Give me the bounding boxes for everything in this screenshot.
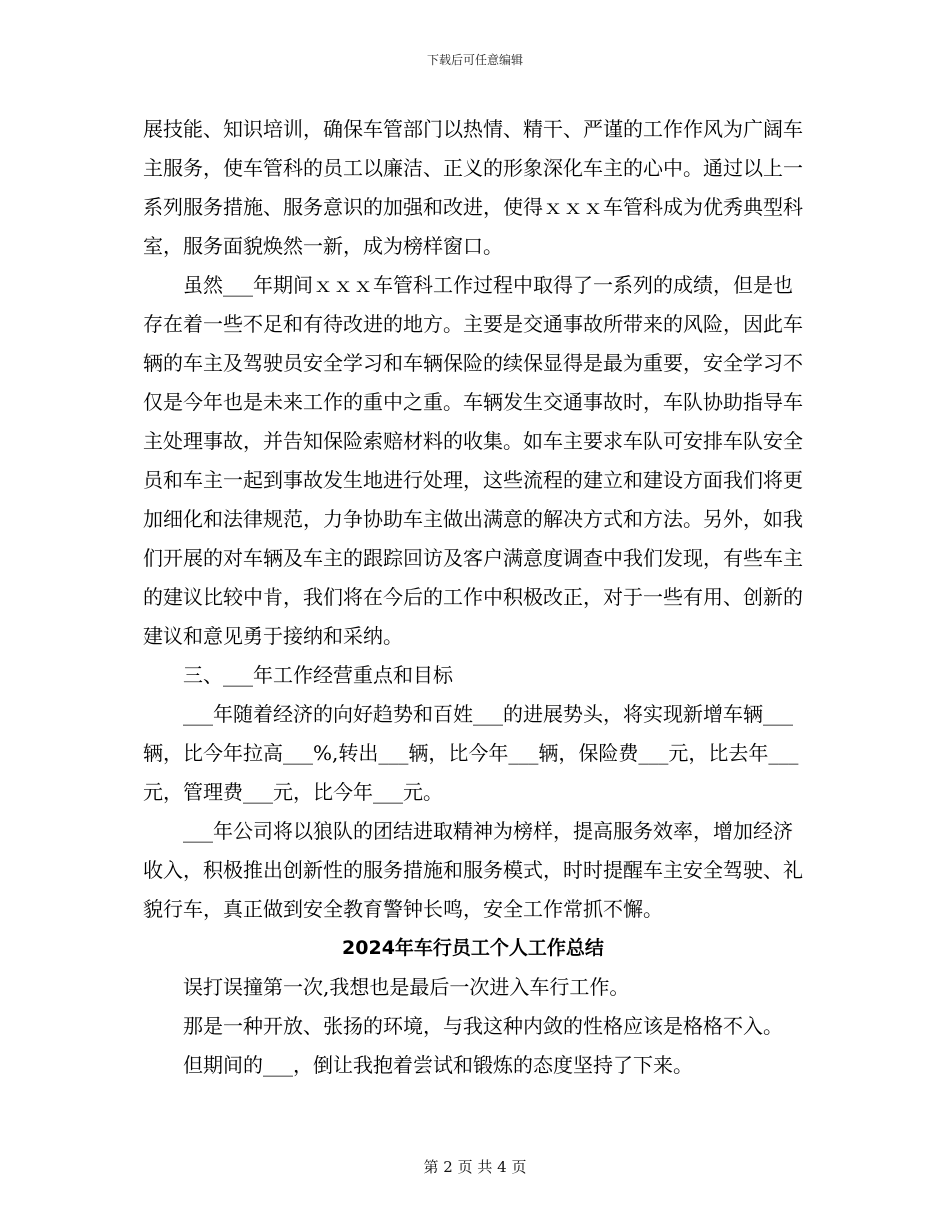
paragraph-intro: 误打误撞第一次,我想也是最后一次进入车行工作。	[183, 975, 630, 999]
paragraph-targets: ___年随着经济的向好趋势和百姓___的进展势头，将实现新增车辆___辆，比今年拉高___%,转出___辆，比今年___辆，保险费___元，比去年___元，管理费___元，比今年___元。	[143, 702, 799, 804]
paragraph-persist: 但期间的___，倒让我抱着尝试和锻炼的态度坚持了下来。	[183, 1053, 693, 1077]
paragraph-plan: ___年公司将以狼队的团结进取精神为榜样，提高服务效率，增加经济收入，积极推出创新性的服务措施和服务模式，时时提醒车主安全驾驶、礼貌行车，真正做到安全教育警钟长鸣，安全工作常抓不懈。	[143, 819, 803, 921]
document-body	[143, 110, 803, 1085]
section-heading-goals: 三、___年工作经营重点和目标	[183, 663, 453, 687]
paragraph-continuation: 展技能、知识培训，确保车管部门以热情、精干、严谨的工作作风为广阔车主服务，使车管科的员工以廉洁、正义的形象深化车主的心中。通过以上一系列服务措施、服务意识的加强和改进，使得ｘｘｘ车管科成为优秀典型科室，服务面貌焕然一新，成为榜样窗口。	[143, 117, 803, 258]
page-header: 下载后可任意编辑	[426, 53, 523, 67]
paragraph-shortcomings: 虽然___年期间ｘｘｘ车管科工作过程中取得了一系列的成绩，但是也存在着一些不足和有待改进的地方。主要是交通事故所带来的风险，因此车辆的车主及驾驶员安全学习和车辆保险的续保显得是最为重要，安全学习不仅是今年也是未来工作的重中之重。车辆发生交通事故时，车队协助指导车主处理事故，并告知保险索赔材料的收集。如车主要求车队可安排车队安全员和车主一起到事故发生地进行处理，这些流程的建立和建设方面我们将更加细化和法律规范，力争协助车主做出满意的解决方式和方法。另外，如我们开展的对车辆及车主的跟踪回访及客户满意度调查中我们发现，有些车主的建议比较中肯，我们将在今后的工作中积极改正，对于一些有用、创新的建议和意见勇于接纳和采纳。	[143, 273, 803, 648]
paragraph-environment: 那是一种开放、张扬的环境，与我这种内敛的性格应该是格格不入。	[183, 1014, 783, 1038]
document-title: 2024年车行员工个人工作总结	[342, 937, 604, 959]
page-number: 第 2 页 共 4 页	[423, 1158, 527, 1176]
